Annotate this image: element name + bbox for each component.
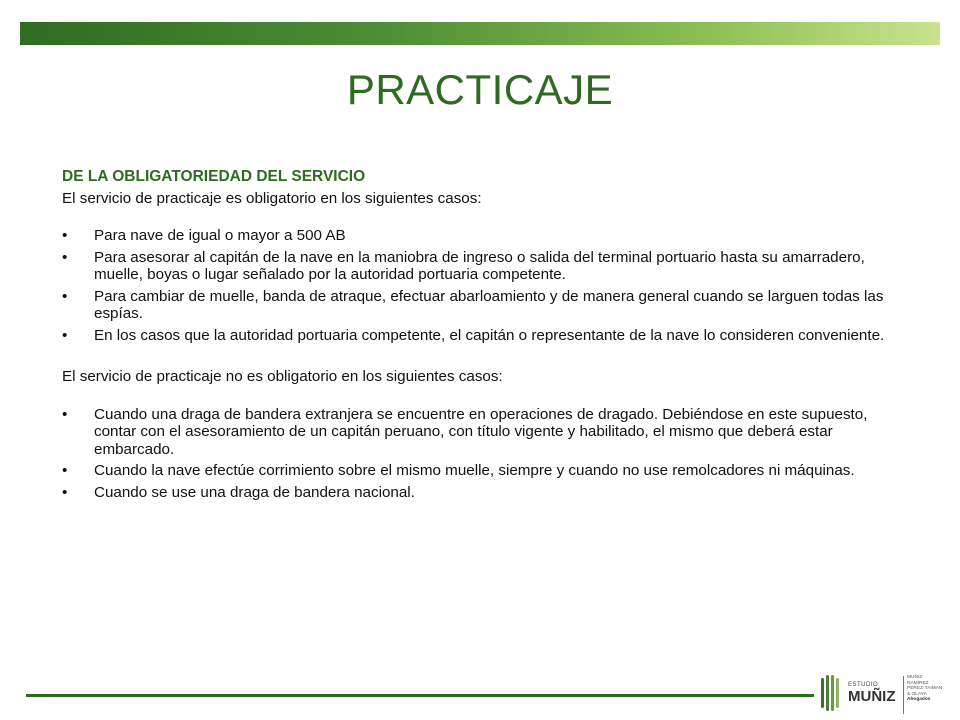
logo-partner: MUÑIZ (907, 675, 923, 680)
bullet-icon: • (62, 248, 68, 266)
logo-separator (903, 676, 904, 714)
firm-logo (820, 670, 950, 716)
list-item (62, 227, 912, 245)
logo-partner: & OLAYA (907, 691, 927, 697)
logo-partners (907, 675, 942, 703)
section-heading: DE LA OBLIGATORIEDAD DEL SERVICIO (62, 168, 366, 185)
list-item (62, 249, 912, 284)
logo-stripes-icon (820, 674, 844, 712)
list-item-text: Para asesorar al capitán de la nave en la maniobra de ingreso o salida del terminal portuario hasta su amarradero, muelle, boyas o lugar señalado por la autoridad portuaria competente. (94, 248, 865, 283)
bullet-icon: • (62, 462, 68, 479)
footer-line (26, 694, 814, 697)
logo-partner: RAMÍREZ (907, 680, 929, 686)
logo-brand-name: MUÑIZ (848, 688, 896, 705)
bullet-icon: • (62, 483, 68, 501)
slide-content (62, 168, 912, 505)
spacer (62, 348, 912, 368)
logo-studio-label: ESTUDIO (848, 682, 879, 688)
bullet-icon: • (62, 326, 68, 344)
list-item (62, 406, 912, 459)
non-mandatory-cases-list (62, 406, 912, 502)
list-item-text: Cuando se use una draga de bandera nacional. (94, 483, 415, 501)
list-item-text: Cuando una draga de bandera extranjera se encuentre en operaciones de dragado. Debiéndose en este supuesto, contar con el asesoramiento de un capitán peruano, con título vigente y habilitado, el mismo que deberá estar embarcado. (94, 405, 868, 458)
spacer (62, 386, 912, 406)
logo-partner: PÉREZ-TAIMAN (907, 686, 943, 692)
intro-not-mandatory: El servicio de practicaje no es obligatorio en los siguientes casos: (62, 368, 503, 385)
top-gradient-bar (20, 22, 940, 45)
mandatory-cases-list (62, 227, 912, 344)
bullet-icon: • (62, 405, 68, 423)
list-item-text: Cuando la nave efectúe corrimiento sobre el mismo muelle, siempre y cuando no use remolcadores ni máquinas. (94, 462, 855, 479)
list-item-text: Para cambiar de muelle, banda de atraque, efectuar abarloamiento y de manera general cuando se larguen todas las espías. (94, 287, 884, 322)
intro-mandatory: El servicio de practicaje es obligatorio en los siguientes casos: (62, 189, 482, 207)
bullet-icon: • (62, 227, 68, 244)
logo-tagline: Abogados (907, 697, 931, 703)
list-item-text: Para nave de igual o mayor a 500 AB (94, 227, 346, 244)
spacer (62, 207, 912, 227)
list-item (62, 462, 912, 480)
list-item-text: En los casos que la autoridad portuaria competente, el capitán o representante de la nave lo consideren conveniente. (94, 326, 885, 344)
bullet-icon: • (62, 287, 68, 305)
list-item (62, 484, 912, 502)
slide-title: PRACTICAJE (346, 66, 614, 113)
list-item (62, 327, 912, 345)
list-item (62, 288, 912, 323)
